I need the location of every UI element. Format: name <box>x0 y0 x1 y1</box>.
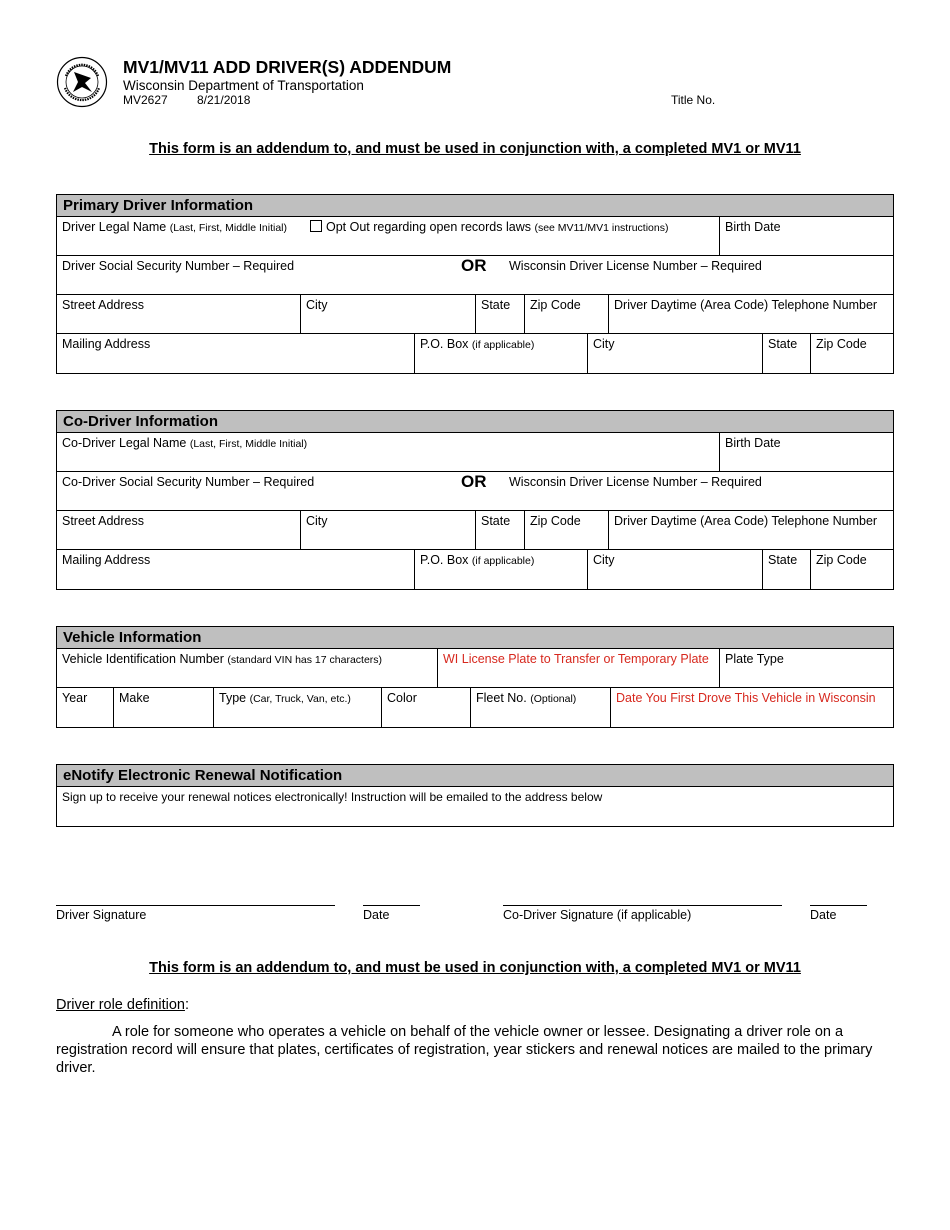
primary-driver-section <box>56 194 894 374</box>
co-driver-city-field[interactable]: City <box>300 511 475 549</box>
co-driver-mailing-city-field[interactable]: City <box>587 550 762 589</box>
co-driver-mailing-row <box>57 550 893 589</box>
co-driver-zip-field[interactable]: Zip Code <box>524 511 608 549</box>
primary-legal-name-field[interactable]: Driver Legal Name (Last, First, Middle Initial) <box>62 220 287 234</box>
primary-zip-field[interactable]: Zip Code <box>524 295 608 333</box>
co-driver-legal-name-field[interactable]: Co-Driver Legal Name (Last, First, Middle Initial) <box>62 436 308 450</box>
opt-out-option[interactable]: Opt Out regarding open records laws (see MV11/MV1 instructions) <box>305 217 668 255</box>
co-driver-ssn-field[interactable]: Co-Driver Social Security Number – Required <box>62 475 315 489</box>
section-heading: eNotify Electronic Renewal Notification <box>57 765 893 787</box>
primary-city-field[interactable]: City <box>300 295 475 333</box>
primary-mailing-zip-field[interactable]: Zip Code <box>810 334 893 373</box>
make-field[interactable]: Make <box>113 688 213 727</box>
primary-pobox-field[interactable]: P.O. Box (if applicable) <box>414 334 587 373</box>
form-title: MV1/MV11 ADD DRIVER(S) ADDENDUM <box>123 57 452 77</box>
enotify-email-row <box>57 787 893 826</box>
form-number: MV2627 <box>123 93 168 107</box>
addendum-notice-top: This form is an addendum to, and must be used in conjunction with, a completed MV1 or MV11 <box>149 141 801 157</box>
co-driver-name-row <box>57 433 893 472</box>
driver-date-line[interactable] <box>363 905 420 906</box>
primary-ssn-field[interactable]: Driver Social Security Number – Required <box>62 259 295 273</box>
first-drove-date-field[interactable]: Date You First Drove This Vehicle in Wisconsin <box>610 688 893 727</box>
section-heading: Vehicle Information <box>57 627 893 649</box>
co-driver-signature-label: Co-Driver Signature (if applicable) <box>503 908 692 922</box>
driver-role-definition: A role for someone who operates a vehicle on behalf of the vehicle owner or lessee. Designating a driver role on a registration record will ensure that plates, certificates of registration, year stickers and renewal notices are mailed to the primary driver. <box>56 1024 873 1076</box>
title-no-label[interactable]: Title No. <box>671 93 716 107</box>
co-driver-signature-line[interactable] <box>503 905 782 906</box>
primary-dl-field[interactable]: Wisconsin Driver License Number – Required <box>509 259 762 273</box>
co-driver-mailing-field[interactable]: Mailing Address <box>62 553 151 567</box>
department-name: Wisconsin Department of Transportation <box>123 78 364 93</box>
co-driver-pobox-field[interactable]: P.O. Box (if applicable) <box>414 550 587 589</box>
or-label: OR <box>461 256 487 275</box>
primary-birth-date-field[interactable]: Birth Date <box>719 217 893 255</box>
primary-id-row <box>57 256 893 295</box>
vin-field[interactable]: Vehicle Identification Number (standard VIN has 17 characters) <box>62 652 383 666</box>
enotify-email-field[interactable]: Sign up to receive your renewal notices electronically! Instruction will be emailed to the address below <box>62 790 603 804</box>
primary-street-field[interactable]: Street Address <box>62 298 144 312</box>
enotify-section <box>56 764 894 827</box>
co-driver-id-row <box>57 472 893 511</box>
plate-transfer-field[interactable]: WI License Plate to Transfer or Temporary Plate <box>437 649 719 687</box>
co-driver-address-row <box>57 511 893 550</box>
co-driver-mailing-state-field[interactable]: State <box>762 550 810 589</box>
co-driver-date-label: Date <box>810 908 837 922</box>
addendum-notice-bottom: This form is an addendum to, and must be used in conjunction with, a completed MV1 or MV11 <box>149 960 801 976</box>
co-driver-state-field[interactable]: State <box>475 511 524 549</box>
co-driver-street-field[interactable]: Street Address <box>62 514 144 528</box>
section-heading: Co-Driver Information <box>57 411 893 433</box>
section-heading: Primary Driver Information <box>57 195 893 217</box>
primary-mailing-state-field[interactable]: State <box>762 334 810 373</box>
wisdot-seal-logo <box>56 56 108 108</box>
vehicle-details-row <box>57 688 893 727</box>
vehicle-vin-row <box>57 649 893 688</box>
primary-mailing-row <box>57 334 893 373</box>
co-driver-date-line[interactable] <box>810 905 867 906</box>
co-driver-section <box>56 410 894 590</box>
primary-name-row <box>57 217 893 256</box>
plate-type-field[interactable]: Plate Type <box>719 649 893 687</box>
co-driver-mailing-zip-field[interactable]: Zip Code <box>810 550 893 589</box>
primary-phone-field[interactable]: Driver Daytime (Area Code) Telephone Number <box>608 295 893 333</box>
type-field[interactable]: Type (Car, Truck, Van, etc.) <box>213 688 381 727</box>
year-field[interactable]: Year <box>62 691 88 705</box>
primary-state-field[interactable]: State <box>475 295 524 333</box>
color-field[interactable]: Color <box>381 688 470 727</box>
form-revision-date: 8/21/2018 <box>197 93 251 107</box>
or-label: OR <box>461 472 487 491</box>
driver-role-heading: Driver role definition: <box>56 997 189 1013</box>
primary-address-row <box>57 295 893 334</box>
fleet-number-field[interactable]: Fleet No. (Optional) <box>470 688 610 727</box>
co-driver-birth-date-field[interactable]: Birth Date <box>719 433 893 471</box>
co-driver-dl-field[interactable]: Wisconsin Driver License Number – Required <box>509 475 762 489</box>
driver-signature-line[interactable] <box>56 905 335 906</box>
primary-mailing-city-field[interactable]: City <box>587 334 762 373</box>
driver-date-label: Date <box>363 908 390 922</box>
primary-mailing-field[interactable]: Mailing Address <box>62 337 151 351</box>
driver-signature-label: Driver Signature <box>56 908 147 922</box>
co-driver-phone-field[interactable]: Driver Daytime (Area Code) Telephone Number <box>608 511 893 549</box>
vehicle-section <box>56 626 894 728</box>
opt-out-checkbox[interactable] <box>310 220 322 232</box>
